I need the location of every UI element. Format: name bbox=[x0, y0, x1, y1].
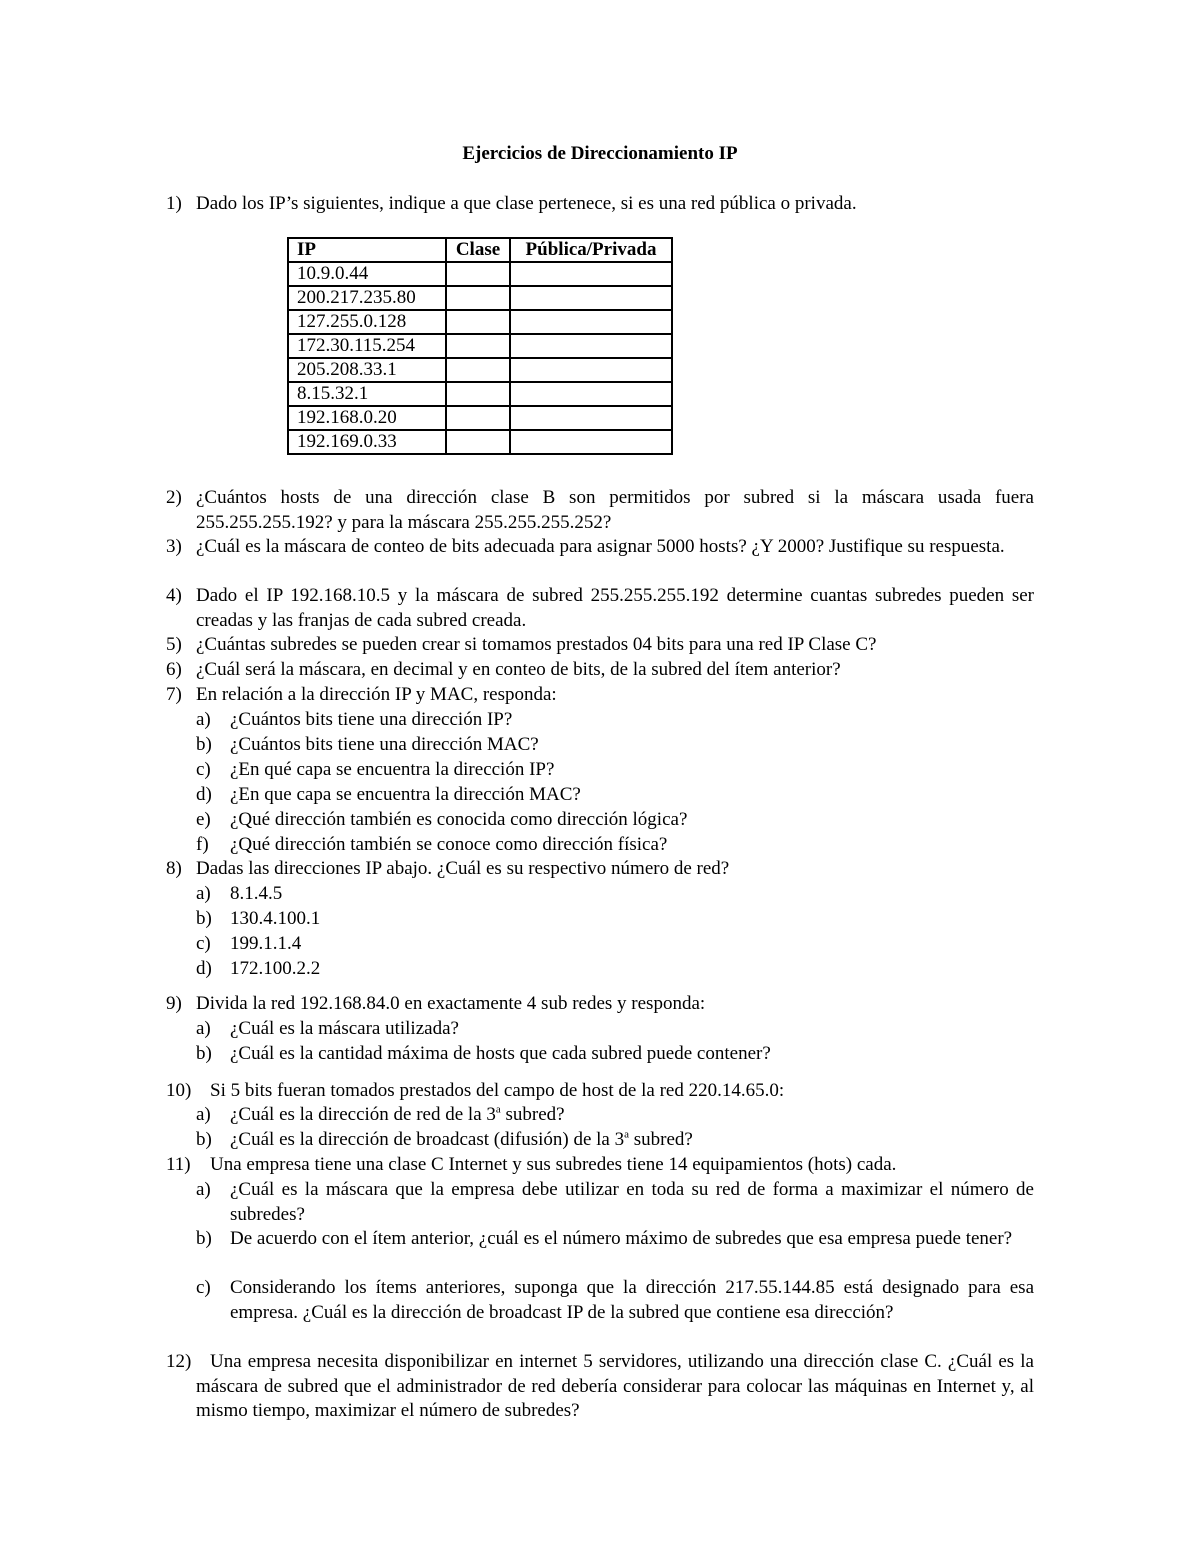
question-text: Una empresa necesita disponibilizar en internet 5 servidores, utilizando una dirección clase C. ¿Cuál es la máscara de subred que el administrador de red debería considerar para colocar las máquinas en Internet y, al mismo tiempo, maximizar el número de subredes? bbox=[196, 1351, 1034, 1422]
question-10-item-b bbox=[196, 1128, 1034, 1153]
question-7-item-a bbox=[196, 708, 1034, 733]
question-12 bbox=[166, 1350, 1034, 1424]
item-text: Considerando los ítems anteriores, suponga que la dirección 217.55.144.85 está designado para esa empresa. ¿Cuál es la dirección de broadcast IP de la subred que contiene esa dirección? bbox=[230, 1277, 1034, 1323]
ip-cell: 192.169.0.33 bbox=[288, 430, 446, 454]
item-label: c) bbox=[196, 1277, 211, 1298]
item-label: a) bbox=[196, 709, 211, 730]
item-text: ¿En que capa se encuentra la dirección MAC? bbox=[230, 784, 581, 805]
question-8-item-c bbox=[196, 932, 1034, 957]
question-text: ¿Cuál es la máscara de conteo de bits adecuada para asignar 5000 hosts? ¿Y 2000? Justifique su respuesta. bbox=[196, 536, 1005, 557]
question-number: 4) bbox=[166, 585, 182, 606]
clase-cell bbox=[446, 334, 510, 358]
item-text: ¿Cuál es la cantidad máxima de hosts que cada subred puede contener? bbox=[230, 1043, 771, 1064]
clase-cell bbox=[446, 310, 510, 334]
question-8-item-d bbox=[196, 957, 1034, 982]
question-number: 8) bbox=[166, 858, 182, 879]
question-11 bbox=[166, 1153, 1034, 1178]
item-text: ¿Cuál es la dirección de broadcast (difusión) de la 3$^a$ subred? bbox=[230, 1128, 693, 1150]
item-text: ¿Cuántos bits tiene una dirección MAC? bbox=[230, 734, 539, 755]
item-label: b) bbox=[196, 908, 212, 929]
table-row bbox=[288, 430, 672, 454]
table-row bbox=[288, 286, 672, 310]
item-text: ¿Cuál es la máscara que la empresa debe utilizar en toda su red de forma a maximizar el número de subredes? bbox=[230, 1179, 1034, 1225]
question-9-item-a bbox=[196, 1017, 1034, 1042]
page-title: Ejercicios de Direccionamiento IP bbox=[462, 143, 738, 164]
question-6 bbox=[166, 658, 1034, 683]
publica-privada-cell bbox=[510, 382, 672, 406]
question-11-item-a bbox=[196, 1178, 1034, 1227]
question-number: 12) bbox=[166, 1351, 192, 1372]
publica-privada-cell bbox=[510, 430, 672, 454]
clase-cell bbox=[446, 262, 510, 286]
item-label: d) bbox=[196, 958, 212, 979]
header-clase: Clase bbox=[446, 238, 510, 262]
question-text: ¿Cuántas subredes se pueden crear si tomamos prestados 04 bits para una red IP Clase C? bbox=[196, 634, 877, 655]
publica-privada-cell bbox=[510, 334, 672, 358]
question-7-item-e bbox=[196, 808, 1034, 833]
question-number: 6) bbox=[166, 659, 182, 680]
question-text: Dadas las direcciones IP abajo. ¿Cuál es su respectivo número de red? bbox=[196, 858, 730, 879]
question-text: ¿Cuál será la máscara, en decimal y en conteo de bits, de la subred del ítem anterior? bbox=[196, 659, 841, 680]
question-8-item-a bbox=[196, 882, 1034, 907]
question-11-item-c bbox=[196, 1276, 1034, 1325]
question-2 bbox=[166, 486, 1034, 535]
item-text: ¿Qué dirección también se conoce como dirección física? bbox=[230, 834, 668, 855]
table-row bbox=[288, 334, 672, 358]
ip-cell: 8.15.32.1 bbox=[288, 382, 446, 406]
question-8-item-b bbox=[196, 907, 1034, 932]
item-label: b) bbox=[196, 734, 212, 755]
header-ip: IP bbox=[288, 238, 446, 262]
question-text: Si 5 bits fueran tomados prestados del campo de host de la red 220.14.65.0: bbox=[210, 1080, 785, 1101]
question-number: 5) bbox=[166, 634, 182, 655]
ip-table bbox=[287, 237, 673, 455]
question-number: 1) bbox=[166, 193, 182, 214]
question-7-item-c bbox=[196, 758, 1034, 783]
clase-cell bbox=[446, 382, 510, 406]
item-text: ¿Cuántos bits tiene una dirección IP? bbox=[230, 709, 513, 730]
item-label: a) bbox=[196, 1018, 211, 1039]
item-label: b) bbox=[196, 1043, 212, 1064]
publica-privada-cell bbox=[510, 406, 672, 430]
question-5 bbox=[166, 633, 1034, 658]
question-number: 7) bbox=[166, 684, 182, 705]
ip-cell: 205.208.33.1 bbox=[288, 358, 446, 382]
clase-cell bbox=[446, 430, 510, 454]
item-text: 199.1.1.4 bbox=[230, 933, 302, 954]
question-7 bbox=[166, 683, 1034, 708]
item-label: c) bbox=[196, 933, 211, 954]
publica-privada-cell bbox=[510, 358, 672, 382]
table-row bbox=[288, 382, 672, 406]
item-text: 130.4.100.1 bbox=[230, 908, 321, 929]
item-text: ¿Qué dirección también es conocida como dirección lógica? bbox=[230, 809, 688, 830]
item-label: b) bbox=[196, 1228, 212, 1249]
item-text: 172.100.2.2 bbox=[230, 958, 321, 979]
question-7-item-b bbox=[196, 733, 1034, 758]
item-label: a) bbox=[196, 1104, 211, 1125]
question-8 bbox=[166, 857, 1034, 882]
ip-cell: 172.30.115.254 bbox=[288, 334, 446, 358]
item-label: a) bbox=[196, 1179, 211, 1200]
publica-privada-cell bbox=[510, 286, 672, 310]
question-9-item-b bbox=[196, 1042, 1034, 1067]
item-label: d) bbox=[196, 784, 212, 805]
ip-cell: 10.9.0.44 bbox=[288, 262, 446, 286]
ip-cell: 127.255.0.128 bbox=[288, 310, 446, 334]
clase-cell bbox=[446, 406, 510, 430]
item-text: ¿En qué capa se encuentra la dirección IP? bbox=[230, 759, 555, 780]
item-text: ¿Cuál es la dirección de red de la 3$^a$ subred? bbox=[230, 1103, 565, 1125]
question-text: Dado los IP’s siguientes, indique a que clase pertenece, si es una red pública o privada. bbox=[196, 193, 857, 214]
question-number: 11) bbox=[166, 1154, 191, 1175]
table-row bbox=[288, 406, 672, 430]
table-row bbox=[288, 310, 672, 334]
question-7-item-d bbox=[196, 783, 1034, 808]
question-7-item-f bbox=[196, 833, 1034, 858]
question-10-item-a bbox=[196, 1103, 1034, 1128]
item-text: ¿Cuál es la máscara utilizada? bbox=[230, 1018, 459, 1039]
header-publica-privada: Pública/Privada bbox=[510, 238, 672, 262]
question-text: Una empresa tiene una clase C Internet y sus subredes tiene 14 equipamientos (hots) cada. bbox=[210, 1154, 897, 1175]
question-number: 10) bbox=[166, 1080, 192, 1101]
question-number: 3) bbox=[166, 536, 182, 557]
item-label: b) bbox=[196, 1129, 212, 1150]
question-number: 2) bbox=[166, 487, 182, 508]
item-text: 8.1.4.5 bbox=[230, 883, 283, 904]
question-1 bbox=[166, 192, 1034, 217]
table-header-row bbox=[288, 238, 672, 262]
question-text: Dado el IP 192.168.10.5 y la máscara de subred 255.255.255.192 determine cuantas subredes pueden ser creadas y las franjas de cada subred creada. bbox=[196, 585, 1034, 631]
table-row bbox=[288, 358, 672, 382]
clase-cell bbox=[446, 286, 510, 310]
question-11-item-b bbox=[196, 1227, 1034, 1252]
item-label: e) bbox=[196, 809, 211, 830]
ip-cell: 200.217.235.80 bbox=[288, 286, 446, 310]
question-3 bbox=[166, 535, 1034, 560]
item-label: f) bbox=[196, 834, 209, 855]
question-text: ¿Cuántos hosts de una dirección clase B son permitidos por subred si la máscara usada fuera 255.255.255.192? y para la máscara 255.255.255.252? bbox=[196, 487, 1034, 533]
item-label: c) bbox=[196, 759, 211, 780]
question-text: En relación a la dirección IP y MAC, responda: bbox=[196, 684, 557, 705]
publica-privada-cell bbox=[510, 310, 672, 334]
clase-cell bbox=[446, 358, 510, 382]
item-text: De acuerdo con el ítem anterior, ¿cuál es el número máximo de subredes que esa empresa puede tener? bbox=[230, 1228, 1013, 1249]
item-label: a) bbox=[196, 883, 211, 904]
publica-privada-cell bbox=[510, 262, 672, 286]
question-4 bbox=[166, 584, 1034, 633]
question-number: 9) bbox=[166, 993, 182, 1014]
question-text: Divida la red 192.168.84.0 en exactamente 4 sub redes y responda: bbox=[196, 993, 706, 1014]
question-10 bbox=[166, 1079, 1034, 1104]
table-row bbox=[288, 262, 672, 286]
ip-cell: 192.168.0.20 bbox=[288, 406, 446, 430]
question-9 bbox=[166, 992, 1034, 1017]
